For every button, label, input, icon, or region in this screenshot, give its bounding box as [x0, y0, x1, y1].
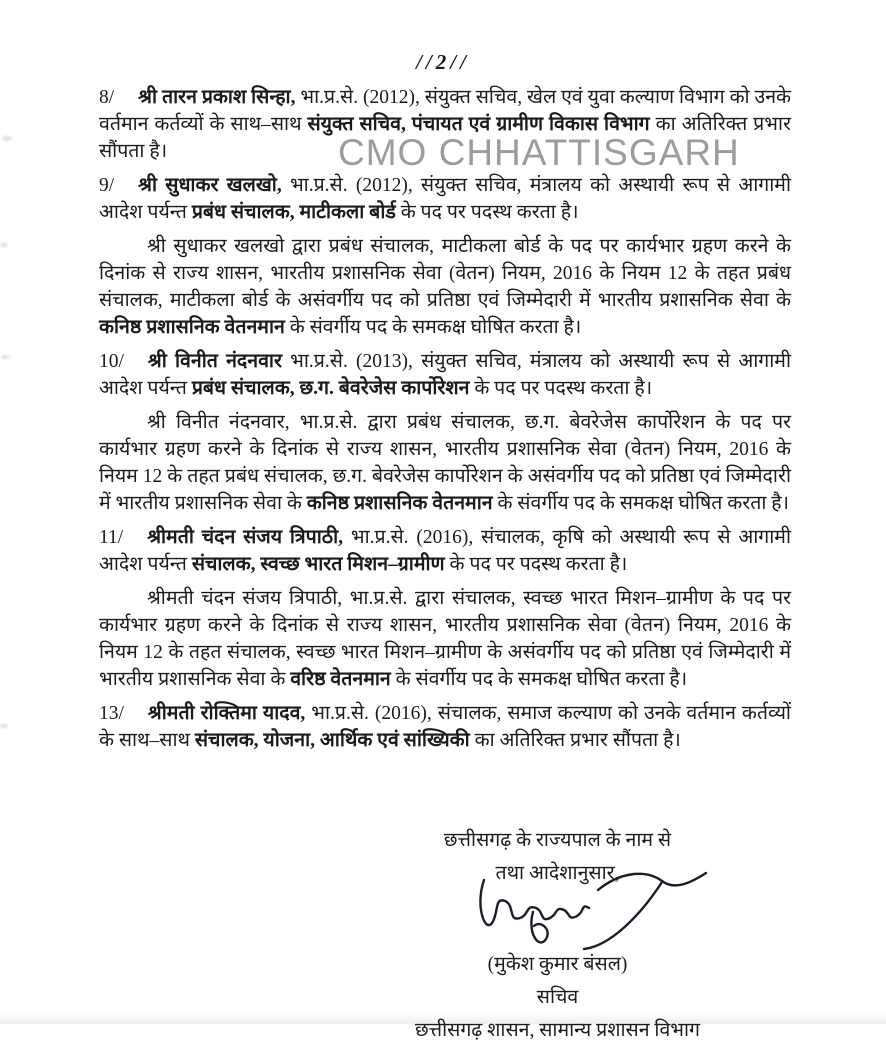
- emphasis-text: प्रबंध संचालक, छ.ग. बेवरेजेस कार्पोरेशन: [191, 378, 470, 399]
- emphasis-text: संचालक, योजना, आर्थिक एवं सांख्यिकी: [194, 730, 470, 751]
- body-text: श्री सुधाकर खलखो द्वारा प्रबंध संचालक, माटीकला बोर्ड के पद पर कार्यभार ग्रहण करने के दिनांक से राज्य शासन, भारतीय प्रशासनिक सेवा (वेतन) नियम, 2016 के नियम 12 के तहत प्रबंध संचालक, माटीकला बोर्ड के असंवर्गीय पद को प्रतिष्ठा एवं जिम्मेदारी में भारतीय प्रशासनिक सेवा के: [99, 236, 791, 311]
- watermark: CMO CHHATTISGARH: [338, 132, 740, 173]
- body-text: श्रीमती चंदन संजय त्रिपाठी, भा.प्र.से. द्वारा संचालक, स्वच्छ भारत मिशन–ग्रामीण के पद पर कार्यभार ग्रहण करने के दिनांक से राज्य शासन, भारतीय प्रशासनिक सेवा (वेतन) नियम, 2016 के नियम 12 के तहत संचालक, स्वच्छ भारत मिशन–ग्रामीण के असंवर्गीय पद को प्रतिष्ठा एवं जिम्मेदारी में भारतीय प्रशासनिक सेवा के: [99, 588, 791, 690]
- scan-artifact: [2, 136, 12, 141]
- order-item-paragraph: [99, 172, 791, 226]
- body-text: के पद पर पदस्थ करता है।: [444, 554, 628, 575]
- scan-artifact: [0, 243, 8, 247]
- emphasis-text: संयुक्त सचिव, पंचायत एवं ग्रामीण विकास विभाग: [307, 114, 650, 135]
- body-text: के संवर्गीय पद के समकक्ष घोषित करता है।: [390, 669, 688, 690]
- body-text: श्री विनीत नंदनवार, भा.प्र.से. द्वारा प्रबंध संचालक, छ.ग. बेवरेजेस कार्पोरेशन के पद पर कार्यभार ग्रहण करने के दिनांक से राज्य शासन, भारतीय प्रशासनिक सेवा (वेतन) नियम, 2016 के नियम 12 के तहत प्रबंध संचालक, छ.ग. बेवरेजेस कार्पोरेशन के असंवर्गीय पद को प्रतिष्ठा एवं जिम्मेदारी में भारतीय प्रशासनिक सेवा के: [99, 412, 791, 514]
- signature-authority-line: छत्तीसगढ़ के राज्यपाल के नाम से: [443, 830, 672, 851]
- order-continuation-paragraph: [99, 409, 791, 517]
- page-number: //2//: [416, 50, 470, 74]
- body-text: भा.प्र.से. (2012), संयुक्त सचिव, मंत्रालय को अस्थायी रूप से आगामी आदेश पर्यन्त: [99, 175, 791, 223]
- order-continuation-paragraph: [99, 585, 791, 693]
- emphasis-text: प्रबंध संचालक, माटीकला बोर्ड: [191, 202, 396, 223]
- order-item-paragraph: [99, 524, 791, 578]
- order-item-paragraph: [99, 348, 791, 402]
- document-body: [99, 84, 791, 761]
- signatory-designation: सचिव: [536, 987, 579, 1008]
- signature-space: [360, 890, 755, 948]
- emphasis-text: कनिष्ठ प्रशासनिक वेतनमान: [99, 317, 285, 338]
- emphasis-text: श्री विनीत नंदनवार: [147, 351, 282, 372]
- body-text: के पद पर पदस्थ करता है।: [395, 202, 579, 223]
- scan-artifact: [0, 724, 8, 728]
- emphasis-text: श्रीमती चंदन संजय त्रिपाठी,: [147, 527, 344, 548]
- signatory-department: छत्तीसगढ़ शासन, सामान्य प्रशासन विभाग: [414, 1020, 701, 1041]
- scan-artifact: [1, 355, 10, 359]
- body-text: के संवर्गीय पद के समकक्ष घोषित करता है।: [492, 493, 789, 514]
- signatory-name: (मुकेश कुमार बंसल): [487, 954, 628, 975]
- item-number: 13/: [99, 703, 124, 724]
- body-text: का अतिरिक्त प्रभार सौंपता है।: [99, 114, 792, 162]
- signature-block: [360, 824, 755, 1047]
- item-number: 10/: [99, 351, 124, 372]
- emphasis-text: वरिष्ठ वेतनमान: [290, 669, 391, 690]
- body-text: के पद पर पदस्थ करता है।: [469, 378, 653, 399]
- emphasis-text: श्रीमती रोक्तिमा यादव,: [147, 703, 306, 724]
- item-number: 8/: [99, 87, 115, 108]
- item-number: 11/: [99, 527, 124, 548]
- body-text: भा.प्र.से. (2012), संयुक्त सचिव, खेल एवं युवा कल्याण विभाग को उनके वर्तमान कर्तव्यों के साथ–साथ: [99, 87, 792, 135]
- emphasis-text: संचालक, स्वच्छ भारत मिशन–ग्रामीण: [191, 554, 445, 575]
- body-text: भा.प्र.से. (2016), संचालक, कृषि को अस्थायी रूप से आगामी आदेश पर्यन्त: [99, 527, 791, 575]
- item-number: 9/: [99, 175, 115, 196]
- order-item-paragraph: [99, 700, 791, 754]
- emphasis-text: कनिष्ठ प्रशासनिक वेतनमान: [306, 493, 493, 514]
- body-text: भा.प्र.से. (2013), संयुक्त सचिव, मंत्रालय को अस्थायी रूप से आगामी आदेश पर्यन्त: [99, 351, 792, 399]
- emphasis-text: श्री सुधाकर खलखो,: [138, 175, 282, 196]
- signature-order-line: तथा आदेशानुसार,: [495, 863, 620, 884]
- body-text: का अतिरिक्त प्रभार सौंपता है।: [469, 730, 681, 751]
- order-continuation-paragraph: [99, 233, 791, 341]
- emphasis-text: श्री तारन प्रकाश सिन्हा,: [138, 87, 296, 108]
- body-text: के संवर्गीय पद के समकक्ष घोषित करता है।: [284, 317, 582, 338]
- body-text: भा.प्र.से. (2016), संचालक, समाज कल्याण को उनके वर्तमान कर्तव्यों के साथ–साथ: [99, 703, 791, 751]
